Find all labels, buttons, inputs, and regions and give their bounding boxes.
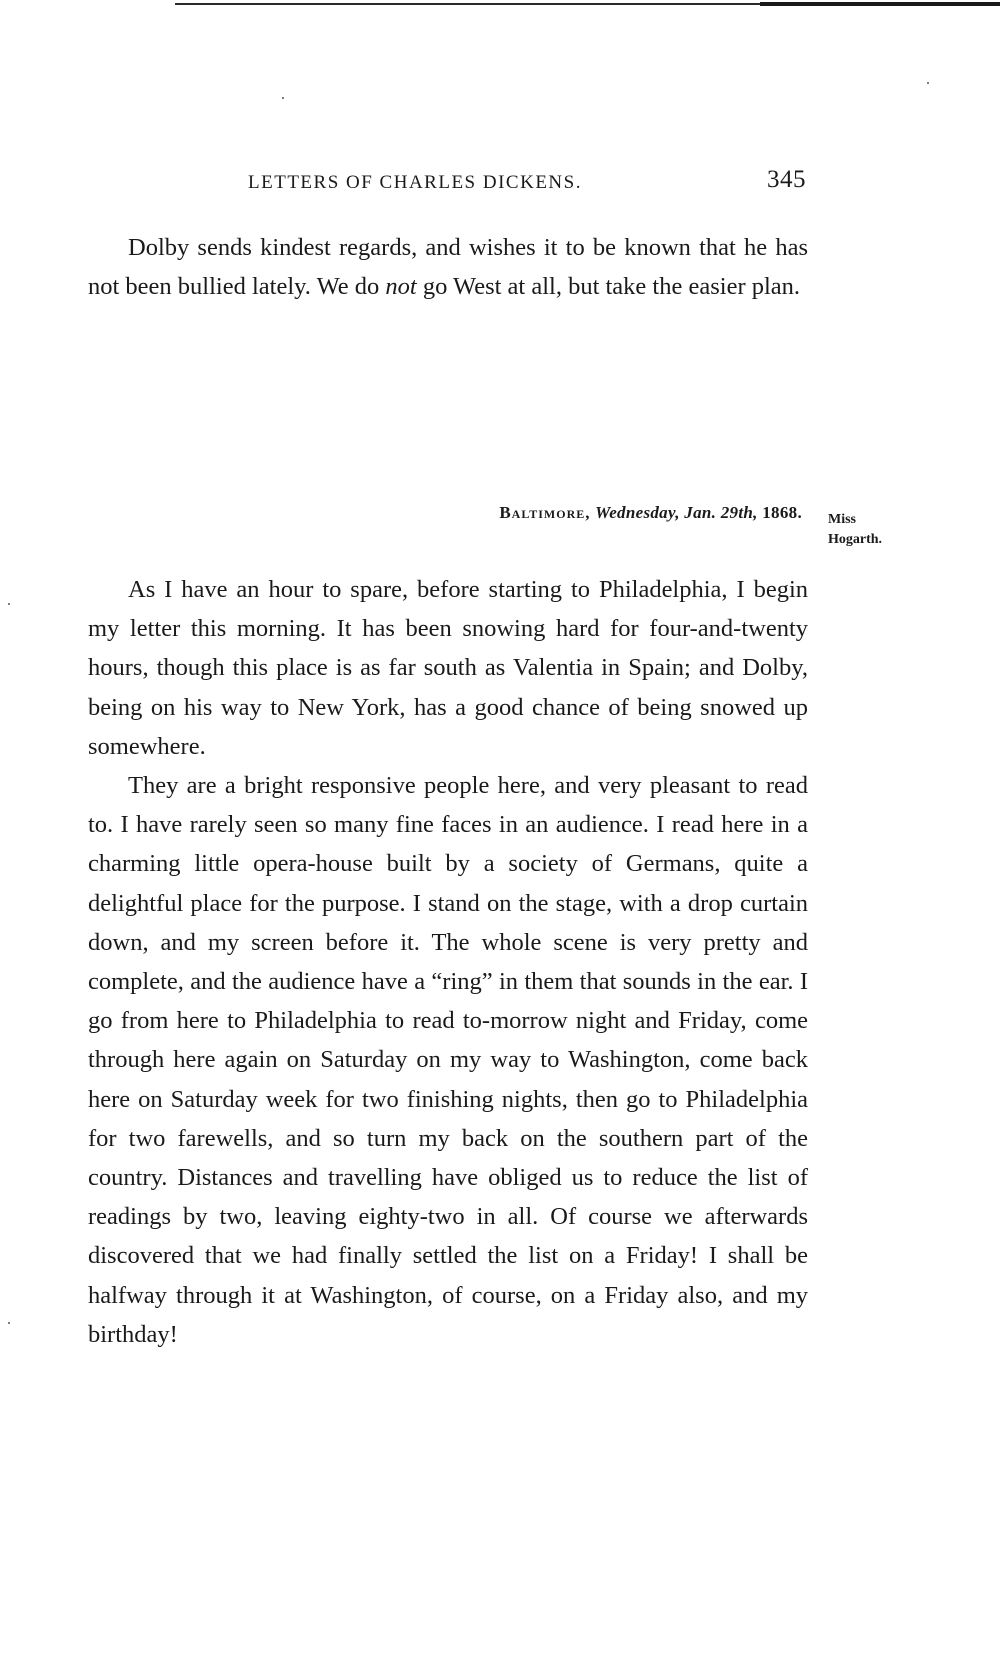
- closing-text-1: Dolby sends kindest regards, and wishes it to be known that he has not been bullied lately. We do: [88, 234, 808, 301]
- letter-body: [88, 570, 808, 1354]
- closing-paragraph: [88, 228, 808, 306]
- letter-dateline: [499, 503, 802, 523]
- margin-note-line-1: Miss: [828, 512, 856, 527]
- dateline-place: Baltimore,: [499, 503, 591, 522]
- body-paragraph-2: They are a bright responsive people here, and very pleasant to read to. I have rarely seen so many fine faces in an audience. I read here in a charming little opera-house built by a society of Germans, quite a delightful place for the purpose. I stand on the stage, with a drop curtain down, and my screen before it. The whole scene is very pretty and complete, and the audience have a “ring” in them that sounds in the ear. I go from here to Philadelphia to read to-morrow night and Friday, come through here again on Saturday on my way to Washington, come back here on Saturday week for two finishing nights, then go to Philadelphia for two farewells, and so turn my back on the southern part of the country. Distances and travelling have obliged us to reduce the list of readings by two, leaving eighty-two in all. Of course we afterwards discovered that we had finally settled the list on a Friday! I shall be halfway through it at Washington, of course, on a Friday also, and my birthday!: [88, 772, 808, 1348]
- margin-note-recipient: [828, 510, 918, 550]
- closing-text-emphasis: not: [385, 273, 417, 301]
- closing-text-2: go West at all, but take the easier plan.: [416, 273, 801, 301]
- paper-speck: [282, 97, 284, 99]
- paper-speck: [8, 1322, 10, 1324]
- dateline-day: Wednesday, Jan. 29th,: [595, 503, 758, 522]
- paper-speck: [927, 82, 929, 84]
- closing-paragraph-text: [88, 228, 808, 306]
- margin-note-line-2: Hogarth.: [828, 532, 883, 547]
- running-head: [88, 166, 808, 202]
- top-edge-rule-thick: [760, 2, 1000, 6]
- running-title: LETTERS OF CHARLES DICKENS.: [248, 172, 582, 193]
- paper-speck: [8, 603, 10, 605]
- body-paragraph-1: As I have an hour to spare, before starting to Philadelphia, I begin my letter this morning. It has been snowing hard for four-and-twenty hours, though this place is as far south as Valentia in Spain; and Dolby, being on his way to New York, has a good chance of being snowed up somewhere.: [88, 576, 808, 760]
- page-number: 345: [767, 166, 806, 193]
- dateline-year: 1868.: [762, 503, 802, 522]
